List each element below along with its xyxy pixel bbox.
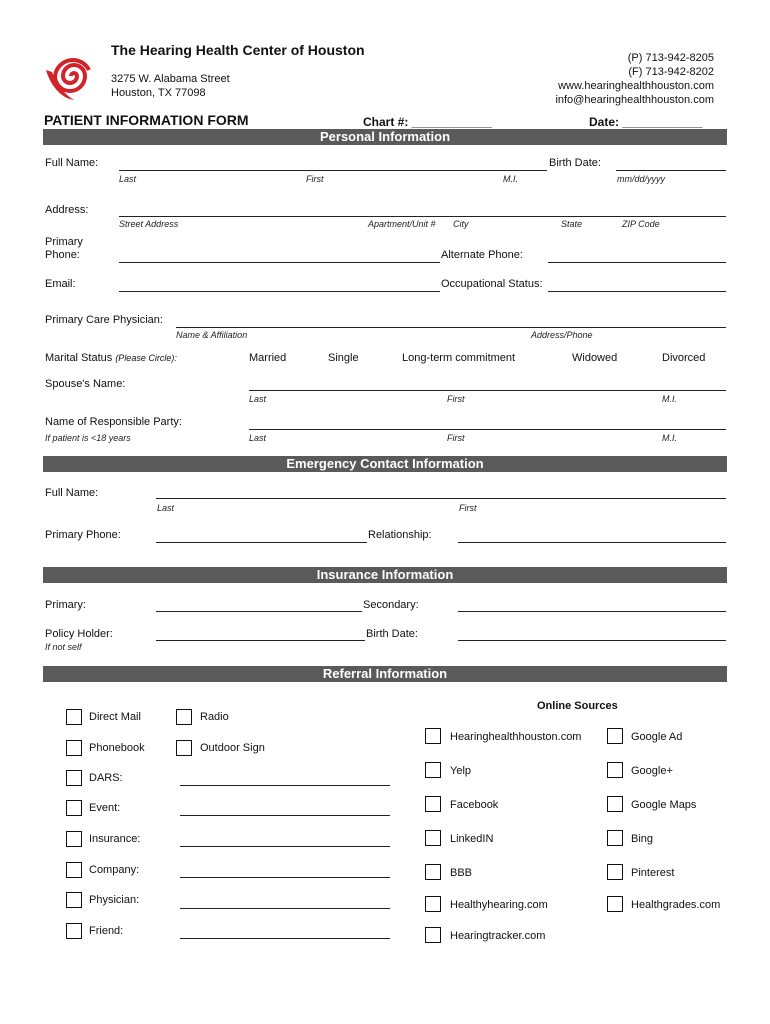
referral-company-checkbox[interactable] (66, 862, 82, 878)
referral-outdoor-sign-label: Outdoor Sign (200, 742, 265, 754)
online-bbb-label: BBB (450, 867, 473, 879)
emergency-primary-phone-label: Primary Phone: (45, 529, 121, 541)
online-facebook-checkbox[interactable] (425, 796, 441, 812)
referral-dars-checkbox[interactable] (66, 770, 82, 786)
policy-holder-birth-date-label: Birth Date: (366, 628, 418, 640)
online-healthgrades-checkbox[interactable] (607, 896, 623, 912)
spouse-name-label: Spouse's Name: (45, 378, 126, 390)
responsible-mi-caption: M.I. (662, 433, 677, 443)
online-yelp-checkbox[interactable] (425, 762, 441, 778)
online-google-ad-label: Google Ad (631, 731, 683, 743)
marital-option-long-term[interactable]: Long-term commitment (402, 352, 516, 364)
responsible-first-caption: First (447, 433, 465, 443)
emergency-first-caption: First (459, 503, 477, 513)
clinic-phone: (P) 713-942-8205 (627, 52, 714, 64)
responsible-last-caption: Last (249, 433, 267, 443)
apt-caption: Apartment/Unit # (368, 219, 436, 229)
referral-insurance-checkbox[interactable] (66, 831, 82, 847)
marital-option-widowed[interactable]: Widowed (572, 352, 618, 364)
online-hearinghealthhouston-label: Hearinghealthhouston.com (450, 731, 582, 743)
online-google-ad-checkbox[interactable] (607, 728, 623, 744)
primary-phone-line[interactable] (119, 262, 440, 263)
pcp-line[interactable] (176, 327, 726, 328)
online-pinterest-checkbox[interactable] (607, 864, 623, 880)
online-bing-checkbox[interactable] (607, 830, 623, 846)
please-circle-note: (Please Circle): (115, 353, 177, 363)
insurance-primary-line[interactable] (156, 611, 362, 612)
referral-company-label: Company: (89, 864, 140, 876)
personal-information-header: Personal Information (43, 129, 727, 145)
referral-event-line[interactable] (180, 815, 390, 816)
alternate-phone-line[interactable] (548, 262, 726, 263)
full-name-label: Full Name: (45, 157, 99, 169)
spouse-name-line[interactable] (249, 390, 726, 391)
if-not-self-note: If not self (45, 642, 82, 652)
referral-physician-label: Physician: (89, 894, 140, 906)
online-hearingtracker-label: Hearingtracker.com (450, 930, 546, 942)
chart-number-field[interactable]: Chart #: ____________ (363, 115, 492, 129)
clinic-email: info@hearinghealthhouston.com (555, 94, 714, 106)
online-google-maps-checkbox[interactable] (607, 796, 623, 812)
date-format-caption: mm/dd/yyyy (617, 174, 666, 184)
insurance-secondary-label: Secondary: (363, 599, 419, 611)
spouse-first-caption: First (447, 394, 465, 404)
referral-company-line[interactable] (180, 877, 390, 878)
online-bbb-checkbox[interactable] (425, 864, 441, 880)
online-google-plus-checkbox[interactable] (607, 762, 623, 778)
email-line[interactable] (119, 291, 440, 292)
referral-physician-line[interactable] (180, 908, 390, 909)
spouse-mi-caption: M.I. (662, 394, 677, 404)
online-healthyhearing-label: Healthyhearing.com (450, 899, 548, 911)
emergency-contact-header: Emergency Contact Information (43, 456, 727, 472)
online-google-plus-label: Google+ (631, 765, 673, 777)
zip-caption: ZIP Code (622, 219, 660, 229)
clinic-address-line2: Houston, TX 77098 (111, 87, 206, 99)
online-yelp-label: Yelp (450, 765, 472, 777)
online-bing-label: Bing (631, 833, 654, 845)
online-hearinghealthhouston-checkbox[interactable] (425, 728, 441, 744)
last-caption: Last (119, 174, 137, 184)
policy-holder-label: Policy Holder: (45, 628, 113, 640)
policy-holder-line[interactable] (156, 640, 365, 641)
clinic-name: The Hearing Health Center of Houston (111, 42, 365, 58)
state-caption: State (561, 219, 583, 229)
clinic-fax: (F) 713-942-8202 (628, 66, 714, 78)
online-hearingtracker-checkbox[interactable] (425, 927, 441, 943)
relationship-line[interactable] (458, 542, 726, 543)
occupational-status-label: Occupational Status: (441, 278, 543, 290)
clinic-logo (44, 50, 102, 102)
online-linkedin-label: LinkedIN (450, 833, 494, 845)
emergency-primary-phone-line[interactable] (156, 542, 367, 543)
first-caption: First (306, 174, 324, 184)
marital-option-single[interactable]: Single (328, 352, 359, 364)
online-pinterest-label: Pinterest (631, 867, 675, 879)
emergency-last-caption: Last (157, 503, 175, 513)
referral-friend-checkbox[interactable] (66, 923, 82, 939)
address-label: Address: (45, 204, 89, 216)
city-caption: City (453, 219, 469, 229)
referral-information-header: Referral Information (43, 666, 727, 682)
full-name-line[interactable] (119, 170, 547, 171)
birth-date-line[interactable] (616, 170, 726, 171)
referral-phonebook-label: Phonebook (89, 742, 145, 754)
spouse-last-caption: Last (249, 394, 267, 404)
insurance-information-header: Insurance Information (43, 567, 727, 583)
primary-phone-label-1: Primary (45, 236, 83, 248)
insurance-secondary-line[interactable] (458, 611, 726, 612)
referral-dars-line[interactable] (180, 785, 390, 786)
birth-date-label: Birth Date: (549, 157, 601, 169)
online-linkedin-checkbox[interactable] (425, 830, 441, 846)
referral-radio-checkbox[interactable] (176, 709, 192, 725)
emergency-full-name-label: Full Name: (45, 487, 99, 499)
referral-radio-label: Radio (200, 711, 229, 723)
address-line[interactable] (119, 216, 726, 217)
marital-status-label (45, 352, 177, 364)
referral-direct-mail-checkbox[interactable] (66, 709, 82, 725)
referral-direct-mail-label: Direct Mail (89, 711, 141, 723)
form-title: PATIENT INFORMATION FORM (44, 112, 249, 128)
marital-option-divorced[interactable]: Divorced (662, 352, 706, 364)
referral-friend-line[interactable] (180, 938, 390, 939)
referral-outdoor-sign-checkbox[interactable] (176, 740, 192, 756)
marital-status-text: Marital Status (45, 352, 113, 364)
if-under-18-note: If patient is <18 years (45, 433, 131, 443)
online-facebook-label: Facebook (450, 799, 499, 811)
clinic-address-line1: 3275 W. Alabama Street (111, 73, 230, 85)
referral-insurance-line[interactable] (180, 846, 390, 847)
primary-phone-label-2: Phone: (45, 249, 80, 261)
mi-caption: M.I. (503, 174, 518, 184)
pcp-label: Primary Care Physician: (45, 314, 163, 326)
responsible-party-line[interactable] (249, 429, 726, 430)
alternate-phone-label: Alternate Phone: (441, 249, 523, 261)
address-phone-caption: Address/Phone (531, 330, 593, 340)
referral-insurance-label: Insurance: (89, 833, 141, 845)
online-healthyhearing-checkbox[interactable] (425, 896, 441, 912)
referral-physician-checkbox[interactable] (66, 892, 82, 908)
emergency-full-name-line[interactable] (156, 498, 726, 499)
online-google-maps-label: Google Maps (631, 799, 697, 811)
occupational-status-line[interactable] (548, 291, 726, 292)
referral-event-label: Event: (89, 802, 121, 814)
insurance-primary-label: Primary: (45, 599, 86, 611)
policy-holder-birth-date-line[interactable] (458, 640, 726, 641)
online-healthgrades-label: Healthgrades.com (631, 899, 721, 911)
referral-phonebook-checkbox[interactable] (66, 740, 82, 756)
responsible-party-label: Name of Responsible Party: (45, 416, 182, 428)
name-affiliation-caption: Name & Affiliation (176, 330, 248, 340)
email-label: Email: (45, 278, 76, 290)
date-field[interactable]: Date: ____________ (589, 115, 703, 129)
referral-friend-label: Friend: (89, 925, 124, 937)
street-caption: Street Address (119, 219, 179, 229)
referral-event-checkbox[interactable] (66, 800, 82, 816)
marital-option-married[interactable]: Married (249, 352, 287, 364)
clinic-website: www.hearinghealthhouston.com (558, 80, 714, 92)
online-sources-heading: Online Sources (537, 700, 618, 712)
referral-dars-label: DARS: (89, 772, 123, 784)
relationship-label: Relationship: (368, 529, 432, 541)
